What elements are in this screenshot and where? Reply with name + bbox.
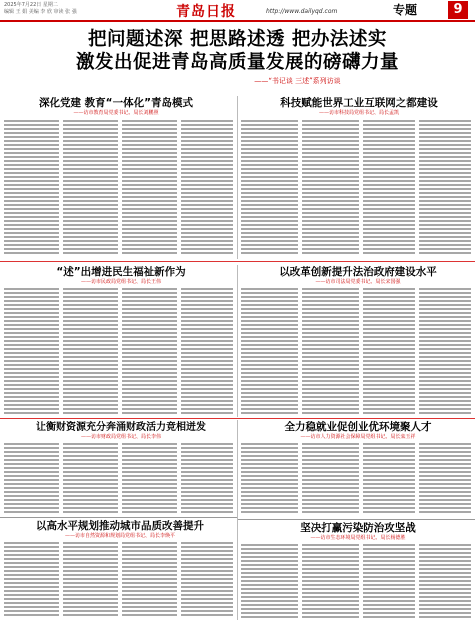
article-body-column xyxy=(419,288,471,414)
article-body-column xyxy=(63,120,118,256)
masthead xyxy=(0,0,475,22)
article-body-column xyxy=(181,288,233,414)
column-divider xyxy=(237,420,238,620)
article-heading xyxy=(6,266,236,286)
article-body-column xyxy=(302,120,359,256)
page-number-badge: 9 xyxy=(448,1,468,19)
article-title: “述”出增进民生福祉新作为 xyxy=(56,266,186,278)
masthead-meta xyxy=(4,2,77,16)
article-body-column xyxy=(419,443,471,515)
section-label: 专题 xyxy=(393,3,418,17)
article-body-column xyxy=(363,288,415,414)
headline-subtitle: ——“书记谈 三述”系列访谈 xyxy=(254,77,341,85)
article-body-column xyxy=(302,288,359,414)
newspaper-logo: 青岛日报 xyxy=(176,4,236,20)
article-heading xyxy=(244,421,472,441)
article-body-column xyxy=(181,443,233,513)
article-heading xyxy=(248,97,470,117)
headline-line-1: 把问题述深 把思路述透 把办法述实 xyxy=(88,29,387,50)
section-divider xyxy=(238,519,475,520)
article-body-column xyxy=(363,443,415,515)
column-divider xyxy=(237,96,238,259)
article-body-column xyxy=(4,542,59,618)
article-body-column xyxy=(241,443,298,515)
article-heading xyxy=(4,520,236,540)
section-divider xyxy=(0,418,475,419)
editor-credits: 编辑 王 娟 美编 李 欣 审读 张 强 xyxy=(4,9,77,15)
article-body-column xyxy=(241,120,298,256)
article-byline: ——访市民政局党组书记、局长王伟 xyxy=(80,279,161,285)
article-body-column xyxy=(419,120,471,256)
article-body-column xyxy=(122,443,177,513)
column-divider xyxy=(237,265,238,417)
article-title: 让衡财资源充分奔涌财政活力竞相迸发 xyxy=(36,422,206,433)
article-body-column xyxy=(63,443,118,513)
article-body-column xyxy=(4,120,59,256)
article-byline: ——访市自然资源和规划局党组书记、局长李焕平 xyxy=(64,533,175,539)
article-heading xyxy=(6,97,226,117)
article-body-column xyxy=(241,288,298,414)
issue-date: 2025年7月22日 星期二 xyxy=(4,2,58,8)
article-body-column xyxy=(363,544,415,618)
headline-line-2: 激发出促进青岛高质量发展的磅礴力量 xyxy=(75,52,399,73)
article-body-column xyxy=(181,542,233,618)
article-body-column xyxy=(241,544,298,618)
article-heading xyxy=(244,266,472,286)
article-title: 科技赋能世界工业互联网之都建设 xyxy=(280,97,438,109)
article-byline: ——访市司法局党委书记、局长宋国强 xyxy=(315,279,401,285)
article-heading xyxy=(244,522,472,542)
article-body-column xyxy=(419,544,471,618)
article-body-column xyxy=(4,443,59,513)
article-title: 全力稳就业促创业优环境聚人才 xyxy=(284,421,432,433)
article-body-column xyxy=(122,120,177,256)
article-byline: ——访市人力资源社会保障局党组书记、局长栾玉祥 xyxy=(300,434,416,440)
article-body-column xyxy=(63,288,118,414)
article-byline: ——访市生态环境局党组书记、局长杨德胜 xyxy=(310,535,406,541)
section-divider xyxy=(0,261,475,262)
article-body-column xyxy=(122,542,177,618)
main-headline xyxy=(0,28,475,86)
article-body-column xyxy=(63,542,118,618)
article-byline: ——访市教育局党委书记、局长刘鹏照 xyxy=(73,110,159,116)
article-byline: ——访市财政局党组书记、局长李伟 xyxy=(80,434,161,440)
article-body-column xyxy=(302,544,359,618)
website-url[interactable]: http://www.dailyqd.com xyxy=(266,8,338,15)
article-body-column xyxy=(302,443,359,515)
article-heading xyxy=(4,421,238,441)
article-body-column xyxy=(122,288,177,414)
section-divider xyxy=(0,517,237,518)
article-body-column xyxy=(363,120,415,256)
article-body-column xyxy=(4,288,59,414)
article-title: 坚决打赢污染防治攻坚战 xyxy=(300,522,416,534)
article-byline: ——访市科技局党组书记、局长孟凯 xyxy=(318,110,399,116)
article-title: 以高水平规划推动城市品质改善提升 xyxy=(36,520,204,532)
article-title: 以改革创新提升法治政府建设水平 xyxy=(279,266,437,278)
article-title: 深化党建 教育“一体化”青岛模式 xyxy=(39,97,193,109)
article-body-column xyxy=(181,120,233,256)
